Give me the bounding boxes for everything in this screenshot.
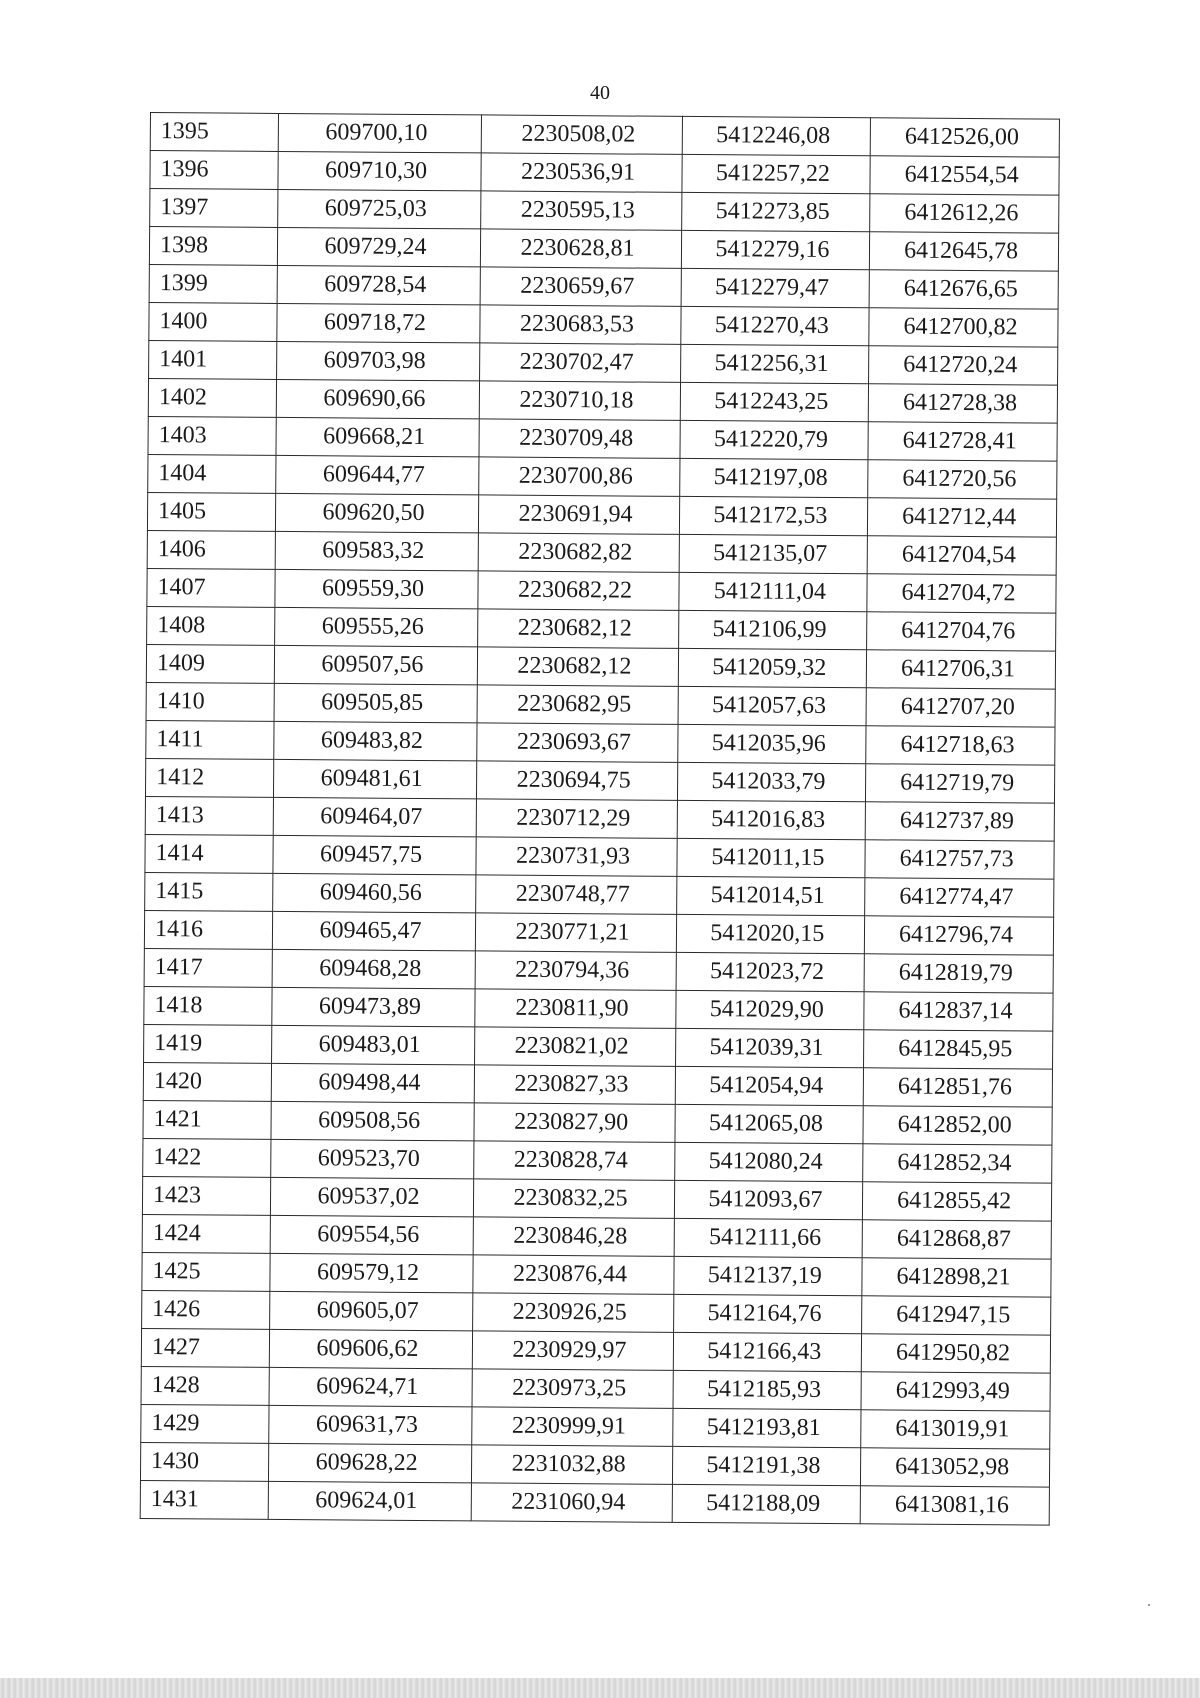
coordinate-cell: 609508,56 [270,1101,473,1140]
table-row [148,378,1057,423]
coordinate-cell: 5412111,04 [678,572,867,611]
coordinate-cell: 6412704,72 [867,574,1056,613]
point-number-cell: 1426 [142,1290,270,1329]
coordinates-table-body [140,113,1059,1526]
coordinate-cell: 5412257,22 [681,154,870,193]
coordinate-cell: 609498,44 [271,1063,474,1102]
coordinate-cell: 5412220,79 [679,420,868,459]
coordinate-cell: 5412246,08 [682,116,871,155]
point-number-cell: 1414 [145,834,273,873]
coordinate-cell: 2230682,22 [477,571,678,610]
table-row [145,796,1054,841]
coordinate-cell: 6412526,00 [870,118,1059,157]
table-row [143,1138,1052,1183]
coordinate-cell: 6413052,98 [861,1448,1050,1487]
coordinate-cell: 609690,66 [276,379,479,418]
coordinate-cell: 609559,30 [274,569,477,608]
coordinate-cell: 2230828,74 [473,1141,674,1180]
coordinate-cell: 6412852,34 [863,1144,1052,1183]
scan-edge-strip [0,1678,1200,1698]
coordinate-cell: 6412947,15 [862,1296,1051,1335]
table-row [150,113,1059,158]
coordinate-cell: 2230682,82 [478,533,679,572]
coordinate-cell: 2230691,94 [478,495,679,534]
table-row [147,568,1056,613]
coordinate-cell: 2230999,91 [471,1407,672,1446]
coordinate-cell: 2230794,36 [475,951,676,990]
coordinate-cell: 5412164,76 [673,1294,862,1333]
point-number-cell: 1403 [148,416,276,455]
coordinate-cell: 2230731,93 [475,837,676,876]
table-row [145,872,1054,917]
coordinate-cell: 5412185,93 [673,1370,862,1409]
coordinate-cell: 609628,22 [268,1443,471,1482]
coordinate-cell: 609729,24 [277,227,480,266]
point-number-cell: 1420 [143,1062,271,1101]
coordinate-cell: 5412197,08 [679,458,868,497]
coordinate-cell: 5412039,31 [675,1028,864,1067]
table-row [147,530,1056,575]
coordinate-cell: 2230682,95 [477,685,678,724]
table-row [149,340,1058,385]
coordinate-cell: 6412700,82 [869,308,1058,347]
coordinate-cell: 6412774,47 [865,878,1054,917]
coordinate-cell: 609481,61 [273,759,476,798]
coordinate-cell: 2230710,18 [479,381,680,420]
coordinate-cell: 609465,47 [272,911,475,950]
table-row [141,1328,1050,1373]
table-row [140,1480,1049,1525]
coordinate-cell: 609579,12 [269,1253,472,1292]
table-row [144,986,1053,1031]
point-number-cell: 1423 [142,1176,270,1215]
coordinate-cell: 609624,01 [268,1481,471,1520]
coordinate-cell: 2230694,75 [476,761,677,800]
point-number-cell: 1400 [149,302,277,341]
coordinate-cell: 6412728,38 [868,384,1057,423]
coordinate-cell: 5412273,85 [681,192,870,231]
point-number-cell: 1417 [144,948,272,987]
coordinate-cell: 609464,07 [273,797,476,836]
table-row [144,948,1053,993]
point-number-cell: 1407 [147,568,275,607]
coordinate-cell: 6412855,42 [863,1182,1052,1221]
coordinate-cell: 5412011,15 [676,838,865,877]
coordinate-cell: 609468,28 [272,949,475,988]
coordinate-cell: 5412111,66 [674,1218,863,1257]
coordinate-cell: 609606,62 [269,1329,472,1368]
table-row [150,189,1059,234]
point-number-cell: 1409 [146,644,274,683]
coordinate-cell: 2230926,25 [472,1293,673,1332]
coordinate-cell: 609620,50 [275,493,478,532]
coordinate-cell: 5412033,79 [677,762,866,801]
coordinate-cell: 609631,73 [268,1405,471,1444]
table-row [142,1214,1051,1259]
coordinate-cell: 6412993,49 [861,1372,1050,1411]
coordinate-cell: 5412137,19 [673,1256,862,1295]
coordinate-cell: 5412279,16 [681,230,870,269]
point-number-cell: 1396 [150,151,278,190]
coordinate-cell: 5412172,53 [679,496,868,535]
point-number-cell: 1421 [143,1100,271,1139]
coordinate-cell: 5412059,32 [678,648,867,687]
coordinate-cell: 2231032,88 [471,1445,672,1484]
coordinate-cell: 2230827,33 [474,1065,675,1104]
coordinate-cell: 609473,89 [271,987,474,1026]
coordinate-cell: 6412720,56 [868,460,1057,499]
table-row [145,834,1054,879]
table-row [142,1290,1051,1335]
coordinate-cell: 5412035,96 [677,724,866,763]
coordinate-cell: 2230659,67 [480,267,681,306]
point-number-cell: 1404 [148,454,276,493]
coordinate-cell: 2230508,02 [481,115,682,154]
coordinate-cell: 609644,77 [275,455,478,494]
coordinate-cell: 5412016,83 [677,800,866,839]
coordinate-cell: 5412020,15 [676,914,865,953]
point-number-cell: 1401 [149,340,277,379]
coordinate-cell: 5412191,38 [672,1446,861,1485]
coordinate-cell: 609624,71 [269,1367,472,1406]
coordinate-cell: 2230702,47 [479,343,680,382]
coordinate-cell: 6412851,76 [863,1068,1052,1107]
coordinates-table-wrapper [140,112,1060,1526]
coordinate-cell: 5412065,08 [674,1104,863,1143]
table-row [146,682,1055,727]
coordinate-cell: 2230709,48 [479,419,680,458]
table-row [141,1366,1050,1411]
coordinate-cell: 2230628,81 [480,229,681,268]
table-row [146,644,1055,689]
point-number-cell: 1431 [140,1480,268,1519]
point-number-cell: 1429 [141,1404,269,1443]
coordinate-cell: 609483,01 [271,1025,474,1064]
coordinate-cell: 2230536,91 [480,153,681,192]
coordinate-cell: 609457,75 [272,835,475,874]
point-number-cell: 1419 [144,1024,272,1063]
point-number-cell: 1415 [145,872,273,911]
coordinate-cell: 609668,21 [276,417,479,456]
coordinate-cell: 2231060,94 [471,1483,672,1522]
point-number-cell: 1428 [141,1366,269,1405]
coordinate-cell: 6412645,78 [870,232,1059,271]
coordinate-cell: 5412014,51 [676,876,865,915]
coordinate-cell: 6412728,41 [868,422,1057,461]
coordinate-cell: 5412135,07 [679,534,868,573]
coordinate-cell: 2230973,25 [472,1369,673,1408]
coordinate-cell: 6412757,73 [865,840,1054,879]
table-row [143,1100,1052,1145]
table-row [145,758,1054,803]
point-number-cell: 1416 [144,910,272,949]
coordinate-cell: 2230846,28 [473,1217,674,1256]
table-row [140,1442,1049,1487]
point-number-cell: 1408 [147,606,275,645]
coordinate-cell: 2230827,90 [473,1103,674,1142]
coordinate-cell: 609554,56 [270,1215,473,1254]
coordinate-cell: 6412719,79 [866,764,1055,803]
coordinate-cell: 2230876,44 [472,1255,673,1294]
point-number-cell: 1425 [142,1252,270,1291]
coordinate-cell: 5412029,90 [675,990,864,1029]
coordinate-cell: 609700,10 [278,113,481,152]
coordinate-cell: 5412243,25 [680,382,869,421]
coordinate-cell: 6412796,74 [865,916,1054,955]
table-row [150,151,1059,196]
coordinate-cell: 6412712,44 [868,498,1057,537]
point-number-cell: 1405 [147,492,275,531]
coordinate-cell: 5412188,09 [672,1484,861,1523]
coordinate-cell: 609583,32 [275,531,478,570]
coordinate-cell: 6412845,95 [864,1030,1053,1069]
coordinate-cell: 609507,56 [274,645,477,684]
coordinate-cell: 6412676,65 [869,270,1058,309]
coordinate-cell: 609605,07 [269,1291,472,1330]
coordinate-cell: 6412950,82 [862,1334,1051,1373]
coordinate-cell: 2230811,90 [474,989,675,1028]
coordinate-cell: 2230712,29 [476,799,677,838]
coordinate-cell: 6412718,63 [866,726,1055,765]
page-number: 40 [590,82,610,104]
table-row [147,606,1056,651]
point-number-cell: 1412 [145,758,273,797]
coordinate-cell: 2230693,67 [476,723,677,762]
coordinate-cell: 6412707,20 [866,688,1055,727]
table-row [144,1024,1053,1069]
table-row [142,1176,1051,1221]
coordinate-cell: 609460,56 [272,873,475,912]
point-number-cell: 1402 [148,378,276,417]
coordinate-cell: 6412868,87 [862,1220,1051,1259]
coordinate-cell: 6413019,91 [861,1410,1050,1449]
point-number-cell: 1399 [149,264,277,303]
coordinate-cell: 5412193,81 [672,1408,861,1447]
table-row [141,1404,1050,1449]
point-number-cell: 1406 [147,530,275,569]
point-number-cell: 1424 [142,1214,270,1253]
point-number-cell: 1413 [145,796,273,835]
coordinate-cell: 6412554,54 [870,156,1059,195]
coordinate-cell: 6412837,14 [864,992,1053,1031]
coordinate-cell: 6412898,21 [862,1258,1051,1297]
coordinate-cell: 6412852,00 [863,1106,1052,1145]
coordinate-cell: 609537,02 [270,1177,473,1216]
coordinate-cell: 2230700,86 [478,457,679,496]
coordinate-cell: 5412106,99 [678,610,867,649]
point-number-cell: 1398 [149,227,277,266]
coordinate-cell: 2230682,12 [477,647,678,686]
table-row [146,720,1055,765]
coordinate-cell: 6412706,31 [867,650,1056,689]
coordinate-cell: 5412166,43 [673,1332,862,1371]
point-number-cell: 1422 [143,1138,271,1177]
coordinate-cell: 609718,72 [276,303,479,342]
coordinate-cell: 609523,70 [270,1139,473,1178]
coordinate-cell: 609710,30 [277,151,480,190]
table-row [147,492,1056,537]
coordinate-cell: 609505,85 [274,683,477,722]
coordinate-cell: 6412704,54 [867,536,1056,575]
scan-speck [1148,1604,1150,1606]
coordinate-cell: 2230682,12 [477,609,678,648]
coordinate-cell: 5412057,63 [678,686,867,725]
table-row [148,416,1057,461]
coordinate-cell: 5412093,67 [674,1180,863,1219]
coordinate-cell: 5412023,72 [676,952,865,991]
coordinate-cell: 2230821,02 [474,1027,675,1066]
table-row [142,1252,1051,1297]
point-number-cell: 1411 [146,720,274,759]
table-row [149,302,1058,347]
coordinate-cell: 609555,26 [274,607,477,646]
coordinate-cell: 609728,54 [277,265,480,304]
point-number-cell: 1418 [144,986,272,1025]
table-row [149,264,1058,309]
coordinate-cell: 609725,03 [277,189,480,228]
table-row [143,1062,1052,1107]
point-number-cell: 1395 [150,113,278,152]
coordinate-cell: 6412704,76 [867,612,1056,651]
table-row [148,454,1057,499]
coordinate-cell: 6413081,16 [860,1486,1049,1525]
coordinate-cell: 6412737,89 [865,802,1054,841]
table-row [149,227,1058,272]
coordinate-cell: 2230748,77 [475,875,676,914]
coordinate-cell: 5412270,43 [680,306,869,345]
coordinate-cell: 2230683,53 [479,305,680,344]
coordinate-cell: 5412279,47 [681,268,870,307]
point-number-cell: 1397 [150,189,278,228]
coordinate-cell: 2230832,25 [473,1179,674,1218]
point-number-cell: 1410 [146,682,274,721]
coordinate-cell: 6412819,79 [864,954,1053,993]
coordinate-cell: 2230595,13 [480,191,681,230]
coordinates-table [140,112,1060,1526]
coordinate-cell: 5412080,24 [674,1142,863,1181]
coordinate-cell: 5412256,31 [680,344,869,383]
coordinate-cell: 2230929,97 [472,1331,673,1370]
point-number-cell: 1427 [141,1328,269,1367]
coordinate-cell: 5412054,94 [675,1066,864,1105]
coordinate-cell: 2230771,21 [475,913,676,952]
table-row [144,910,1053,955]
coordinate-cell: 609483,82 [273,721,476,760]
point-number-cell: 1430 [140,1442,268,1481]
coordinate-cell: 609703,98 [276,341,479,380]
coordinate-cell: 6412612,26 [870,194,1059,233]
coordinate-cell: 6412720,24 [869,346,1058,385]
